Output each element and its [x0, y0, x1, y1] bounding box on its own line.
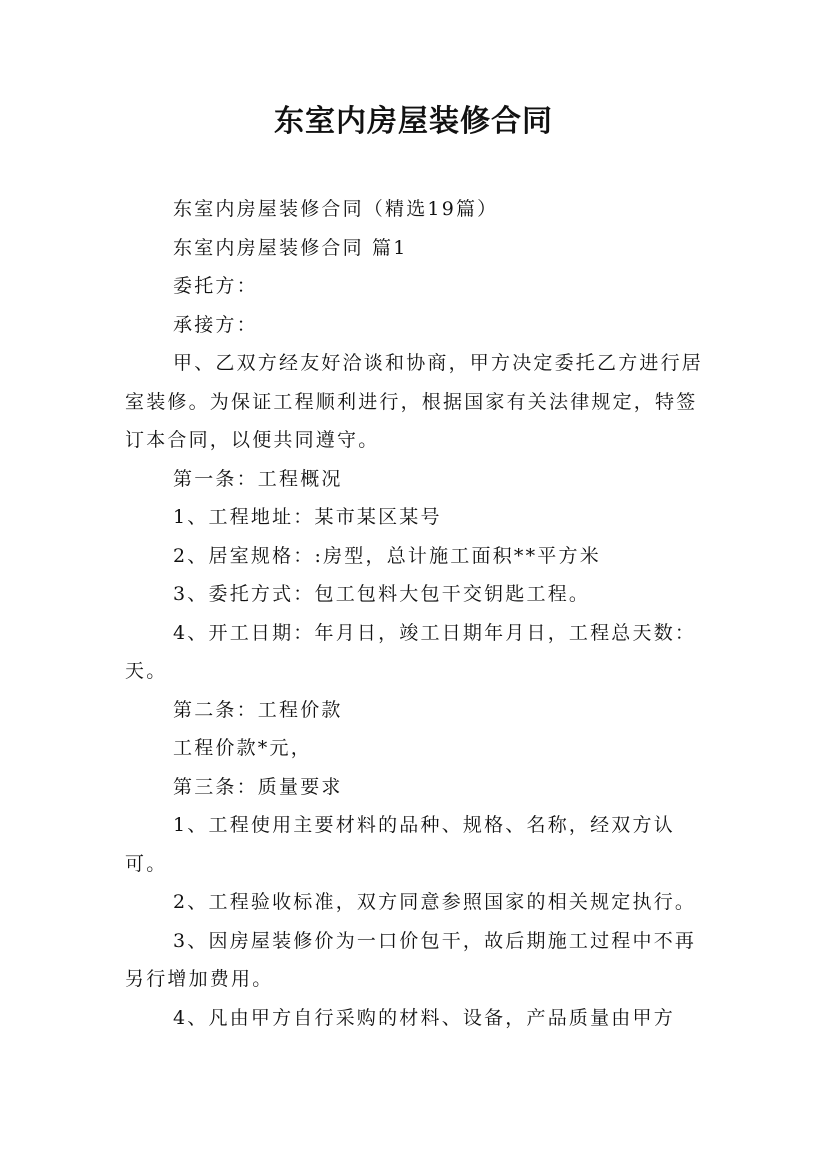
paragraph-section-title: 东室内房屋装修合同 篇1: [173, 236, 408, 259]
paragraph-item: 1、工程地址：某市某区某号: [173, 506, 442, 528]
paragraph-item: 4、开工日期：年月日，竣工日期年月日，工程总天数：天。: [125, 621, 697, 682]
paragraph-intro: 甲、乙双方经友好洽谈和协商，甲方决定委托乙方进行居室装修。为保证工程顺利进行，根据国家有关法律规定，特签订本合同，以便共同遵守。: [125, 352, 704, 451]
paragraph-heading: 东室内房屋装修合同（精选19篇）: [173, 198, 499, 220]
paragraph-article-1: 第一条：工程概况: [173, 467, 343, 490]
document-title: 东室内房屋装修合同: [274, 104, 553, 139]
paragraph-article-2: 第二条：工程价款: [173, 698, 343, 721]
paragraph-item: 3、因房屋装修价为一口价包干，故后期施工过程中不再另行增加费用。: [125, 929, 697, 990]
paragraph-item: 2、工程验收标准，双方同意参照国家的相关规定执行。: [173, 891, 697, 913]
document-body: [125, 190, 711, 1037]
paragraph-item: 3、委托方式：包工包料大包干交钥匙工程。: [173, 583, 591, 605]
paragraph-item: 工程价款*元，: [173, 737, 312, 759]
paragraph-item: 1、工程使用主要材料的品种、规格、名称，经双方认可。: [125, 814, 675, 875]
paragraph-article-3: 第三条：质量要求: [173, 775, 343, 798]
paragraph-client: 委托方：: [173, 275, 258, 297]
paragraph-item: 4、凡由甲方自行采购的材料、设备，产品质量由甲方: [173, 1006, 675, 1029]
paragraph-contractor: 承接方：: [173, 313, 258, 336]
paragraph-item: 2、居室规格：:房型，总计施工面积**平方米: [173, 544, 601, 567]
